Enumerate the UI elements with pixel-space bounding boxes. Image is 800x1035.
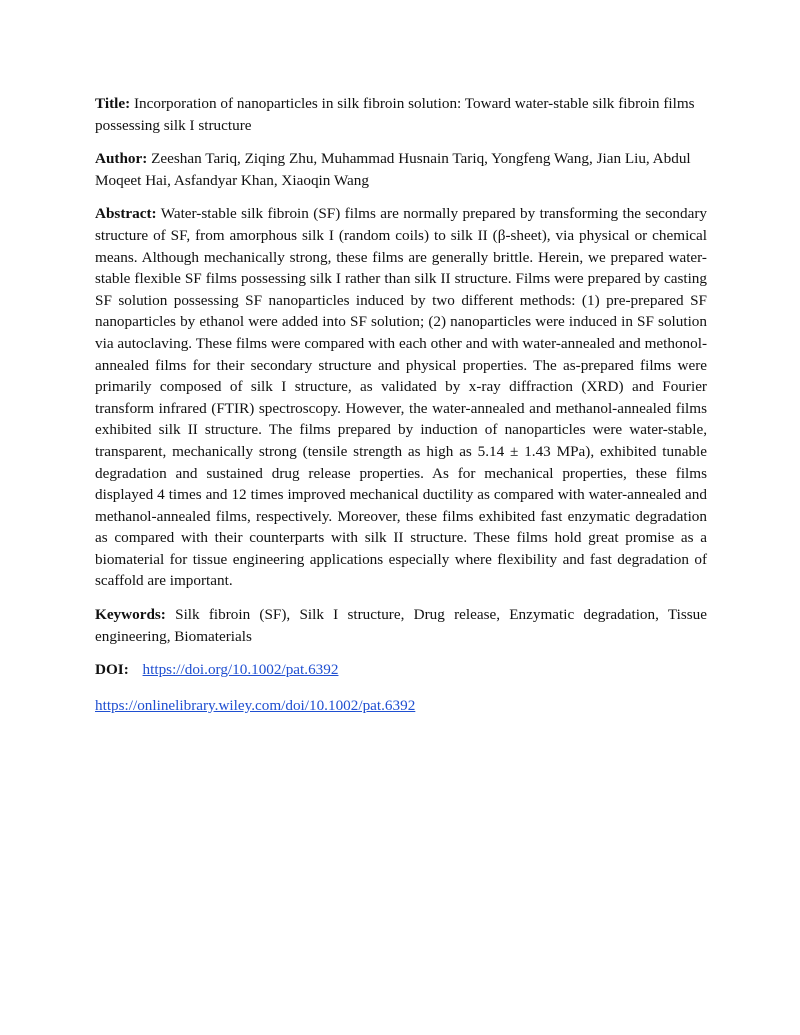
abstract-paragraph [95, 203, 707, 592]
doi-label: DOI: [95, 661, 129, 679]
abstract-label: Abstract: [95, 205, 157, 223]
author-text: Zeeshan Tariq, Ziqing Zhu, Muhammad Husnain Tariq, Yongfeng Wang, Jian Liu, Abdul Moqeet Hai, Asfandyar Khan, Xiaoqin Wang [95, 150, 691, 189]
keywords-text: Silk fibroin (SF), Silk I structure, Drug release, Enzymatic degradation, Tissue engineering, Biomaterials [95, 606, 708, 645]
author-label: Author: [95, 150, 148, 168]
document-page [95, 93, 707, 716]
author-paragraph [95, 148, 707, 191]
publisher-link-paragraph [95, 695, 707, 717]
doi-paragraph [95, 659, 707, 681]
publisher-link[interactable]: https://onlinelibrary.wiley.com/doi/10.1002/pat.6392 [95, 696, 416, 714]
keywords-paragraph [95, 604, 707, 647]
keywords-label: Keywords: [95, 606, 166, 624]
title-label: Title: [95, 95, 131, 112]
abstract-text: Water-stable silk fibroin (SF) films are normally prepared by transforming the secondary structure of SF, from amorphous silk I (random coils) to silk II (β-sheet), via physical or chemical means. Although mechanically strong, these films are generally brittle. Herein, we prepared water-stable flexible SF films possessing silk I rather than silk II structure. Films were prepared by casting SF solution possessing SF nanoparticles induced by two different methods: (1) pre-prepared SF nanoparticles by ethanol were added into SF solution; (2) nanoparticles were induced in SF solution via autoclaving. These films were compared with each other and with water-annealed and methonol-annealed films for their secondary structure and physical properties. The as-prepared films were primarily composed of silk I structure, as validated by x-ray diffraction (XRD) and Fourier transform infrared (FTIR) spectroscopy. However, the water-annealed and methanol-annealed films exhibited silk II structure. The films prepared by induction of nanoparticles were water-stable, transparent, mechanically strong (tensile strength as high as 5.14 ± 1.43 MPa), exhibited tunable degradation and sustained drug release properties. As for mechanical properties, these films displayed 4 times and 12 times improved mechanical ductility as compared with water-annealed and methanol-annealed films, respectively. Moreover, these films exhibited fast enzymatic degradation as compared with their counterparts with silk II structure. These films hold great promise as a biomaterial for tissue engineering applications especially where flexibility and fast degradation of scaffold are important. [95, 205, 707, 590]
doi-link[interactable]: https://doi.org/10.1002/pat.6392 [142, 661, 339, 679]
title-paragraph [95, 93, 707, 136]
title-text: Incorporation of nanoparticles in silk fibroin solution: Toward water-stable silk fibroin films possessing silk I structure [95, 95, 695, 134]
